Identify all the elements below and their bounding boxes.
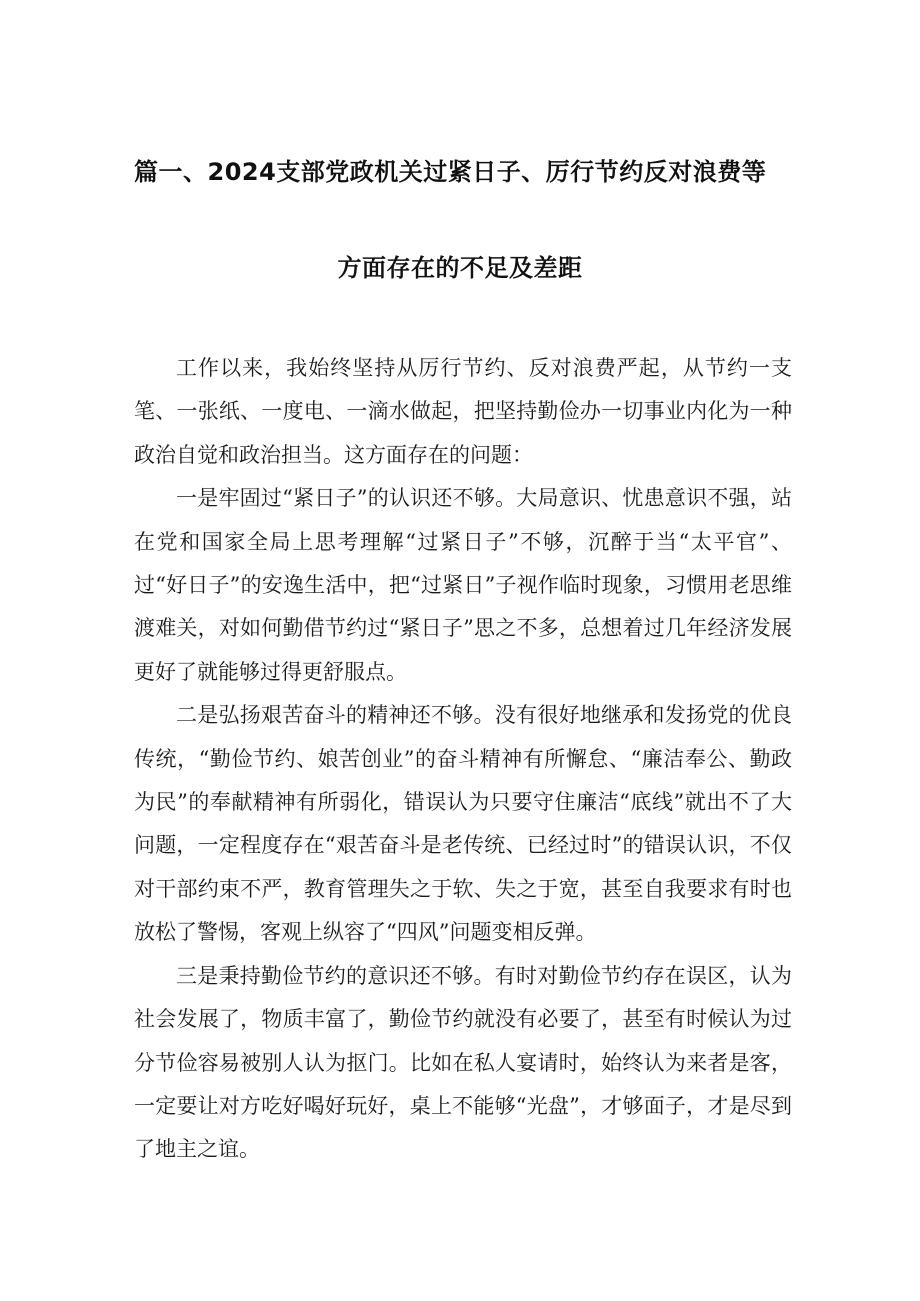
paragraph-point-two: 二是弘扬艰苦奋斗的精神还不够。没有很好地继承和发扬党的优良传统，“勤俭节约、娘苦创业”的奋斗精神有所懈怠、“廉洁奉公、勤政为民”的奉献精神有所弱化，错误认为只要守住廉洁“底线”就出不了大问题，一定程度存在“艰苦奋斗是老传统、已经过时”的错误认识，不仅对干部约束不严，教育管理失之于软、失之于宽，甚至自我要求有时也放松了警惕，客观上纵容了“四风”问题变相反弹。 — [134, 703, 792, 945]
paragraph-point-one: 一是牢固过“紧日子”的认识还不够。大局意识、忧患意识不强，站在党和国家全局上思考理解“过紧日子”不够，沉醉于当“太平官”、过“好日子”的安逸生活中，把“过紧日”子视作临时现象，习惯用老思维渡难关，对如何勤借节约过“紧日子”思之不多，总想着过几年经济发展更好了就能够过得更舒服点。 — [134, 486, 792, 684]
document-title-line-2: 方面存在的不足及差距 — [337, 254, 583, 282]
document-title-line-1: 篇一、2024支部党政机关过紧日子、厉行节约反对浪费等 — [134, 158, 767, 186]
document-body — [134, 347, 792, 1172]
paragraph-point-three: 三是秉持勤俭节约的意识还不够。有时对勤俭节约存在误区，认为社会发展了，物质丰富了，勤俭节约就没有必要了，甚至有时候认为过分节俭容易被别人认为抠门。比如在私人宴请时，始终认为来者是客，一定要让对方吃好喝好玩好，桌上不能够“光盘”，才够面子，才是尽到了地主之谊。 — [134, 963, 792, 1162]
paragraph-intro: 工作以来，我始终坚持从厉行节约、反对浪费严起，从节约一支笔、一张纸、一度电、一滴水做起，把坚持勤俭办一切事业内化为一种政治自觉和政治担当。这方面存在的问题： — [134, 356, 792, 467]
